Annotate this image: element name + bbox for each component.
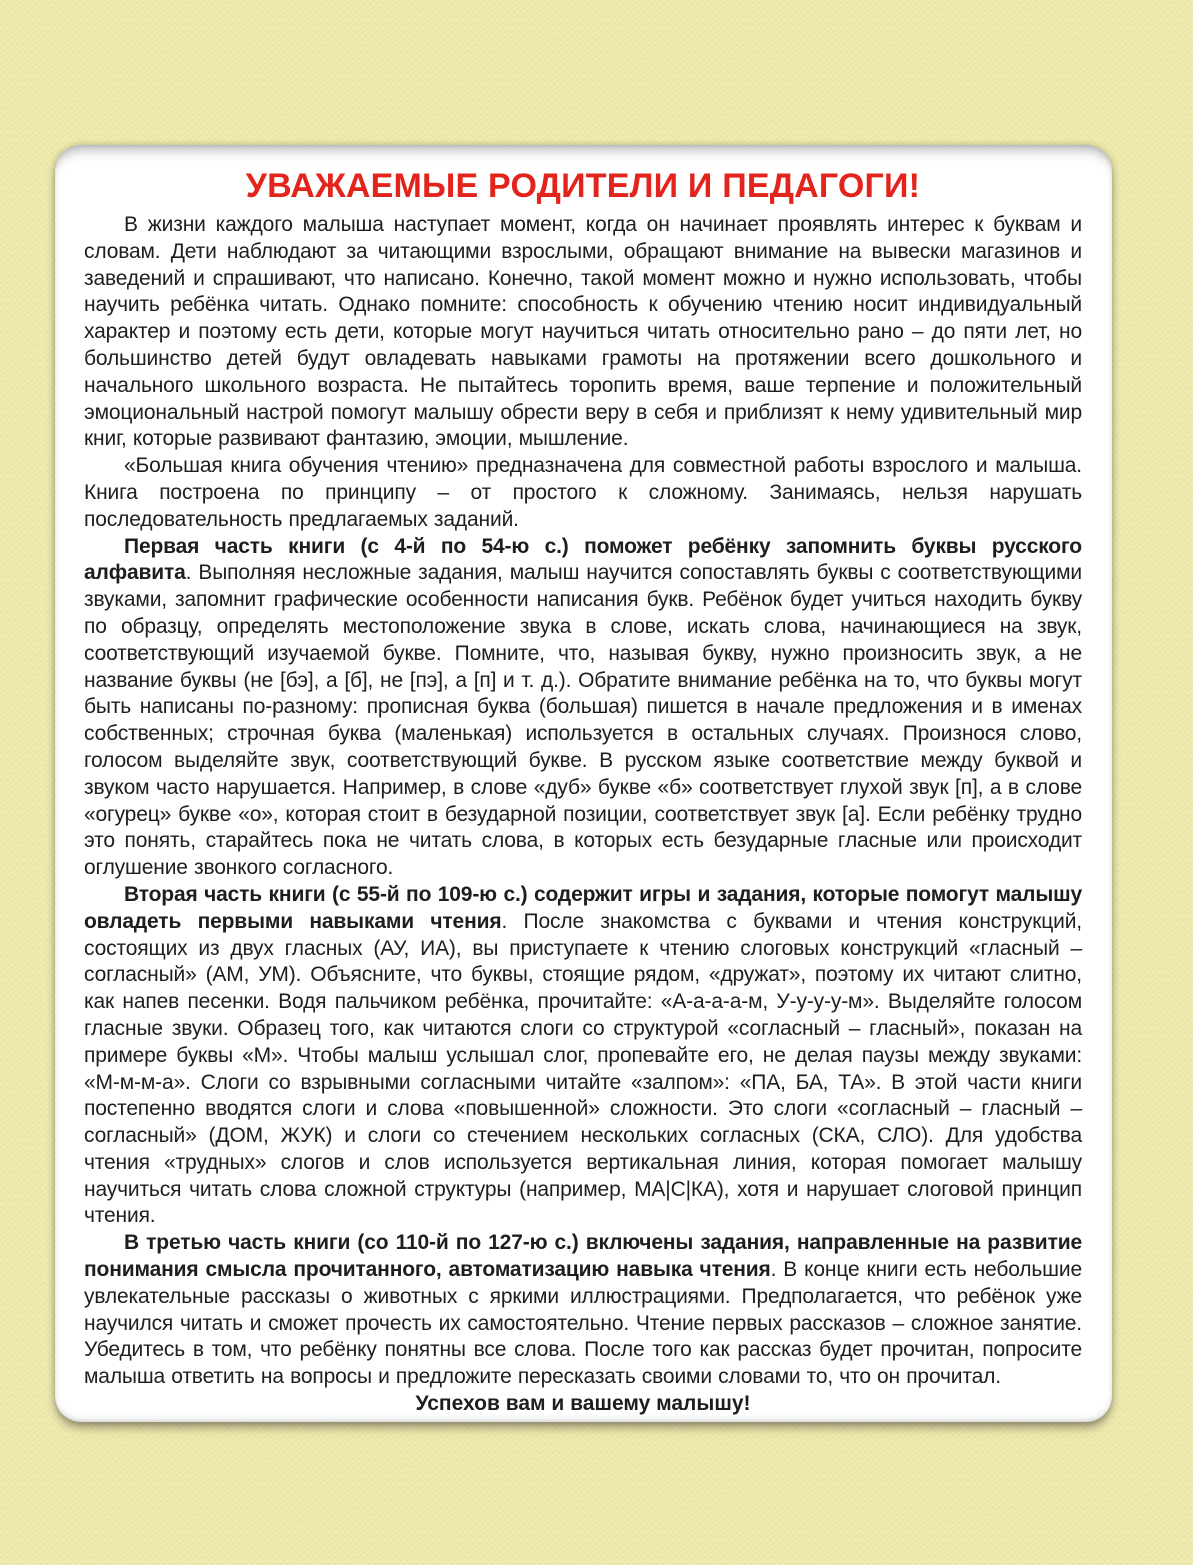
paragraph-part-one [84, 534, 1082, 882]
paragraph-text: . После знакомства с буквами и чтения конструкций, состоящих из двух гласных (АУ, ИА), вы приступаете к чтению слоговых конструкций «гласный – согласный» (АМ, УМ). Объясните, что буквы, стоящие рядом, «дружат», поэтому их читают слитно, как напев песенки. Водя пальчиком ребёнка, прочитайте: «А-а-а-а-м, У-у-у-у-м». Выделяйте голосом гласные звуки. Образец того, как читаются слоги со структурой «согласный – гласный», показан на примере буквы «М». Чтобы малыш услышал слог, пропевайте его, не делая паузы между звуками: «М-м-м-а». Слоги со взрывными согласными читайте «залпом»: «ПА, БА, ТА». В этой части книги постепенно вводятся слоги и слова «повышенной» сложности. Это слоги «согласный – гласный – согласный» (ДОМ, ЖУК) и слоги со стечением нескольких согласных (СКА, СЛО). Для удобства чтения «трудных» слогов и слов используется вертикальная линия, которая помогает малышу научиться читать слова сложной структуры (например, МА|С|КА), хотя и нарушает слоговой принцип чтения. [84, 909, 1082, 1228]
paragraph-bold-lead: Первая часть книги (с 4-й по 54-ю с.) поможет ребёнку запомнить буквы русского алфавита [84, 534, 1082, 585]
paragraph-text: . В конце книги есть небольшие увлекательные рассказы о животных с яркими иллюстрациями. Предполагается, что ребёнок уже научился читать и сможет прочесть их самостоятельно. Чтение первых рассказов – сложное занятие. Убедитесь в том, что ребёнку понятны все слова. После того как рассказ будет прочитан, попросите малыша ответить на вопросы и предложите пересказать своими словами то, что он прочитал. [84, 1258, 1082, 1389]
paragraph-text: В жизни каждого малыша наступает момент, когда он начинает проявлять интерес к буквам и словам. Дети наблюдают за читающими взрослыми, обращают внимание на вывески магазинов и заведений и спрашивают, что написано. Конечно, такой момент можно и нужно использовать, чтобы научить ребёнка читать. Однако помните: способность к обучению чтению носит индивидуальный характер и поэтому есть дети, которые могут научиться читать относительно рано – до пяти лет, но большинство детей будут овладевать навыками грамоты на протяжении всего дошкольного и начального школьного возраста. Не пытайтесь торопить время, ваше терпение и положительный эмоциональный настрой помогут малышу обрести веру в себя и приблизят к нему удивительный мир книг, которые развивают фантазию, эмоции, мышление. [84, 213, 1082, 451]
paragraph-text: . Выполняя несложные задания, малыш научится сопоставлять буквы с соответствующими звуками, запомнит графические особенности написания букв. Ребёнок будет учиться находить букву по образцу, определять местоположение звука в слове, искать слова, начинающиеся на звук, соответствующий изучаемой букве. Помните, что, называя букву, нужно произносить звук, а не название буквы (не [бэ], а [б], не [пэ], а [п] и т. д.). Обратите внимание ребёнка на то, что буквы могут быть написаны по-разному: прописная буква (большая) пишется в начале предложения и в именах собственных; строчная буква (маленькая) используется в остальных случаях. Произнося слово, голосом выделяйте звук, соответствующий букве. В русском языке соответствие между буквой и звуком часто нарушается. Например, в слове «дуб» букве «б» соответствует глухой звук [п], а в слове «огурец» букве «о», которая стоит в безударной позиции, соответствует звук [а]. Если ребёнку трудно это понять, старайтесь пока не читать слова, в которых есть безударные гласные или происходит оглушение звонкого согласного. [84, 561, 1082, 880]
paragraph-book-overview [84, 453, 1082, 533]
paragraph-text: «Большая книга обучения чтению» предназначена для совместной работы взрослого и малыша. Книга построена по принципу – от простого к сложному. Занимаясь, нельзя нарушать последовательность предлагаемых заданий. [84, 454, 1082, 531]
closing-wish: Успехов вам и вашему малышу! [415, 1392, 751, 1416]
body-text [84, 212, 1082, 1418]
paragraph-part-two [84, 882, 1082, 1230]
text-panel [55, 145, 1112, 1422]
paragraph-bold-lead: Вторая часть книги (с 55-й по 109-ю с.) содержит игры и задания, которые помогут малышу овладеть первыми навыками чтения [84, 882, 1082, 933]
paragraph-part-three [84, 1230, 1082, 1391]
page-title: УВАЖАЕМЫЕ РОДИТЕЛИ И ПЕДАГОГИ! [245, 167, 921, 205]
paragraph-intro [84, 212, 1082, 453]
paragraph-bold-lead: В третью часть книги (со 110-й по 127-ю с.) включены задания, направленные на развитие понимания смысла прочитанного, автоматизацию навыка чтения [84, 1231, 1082, 1282]
